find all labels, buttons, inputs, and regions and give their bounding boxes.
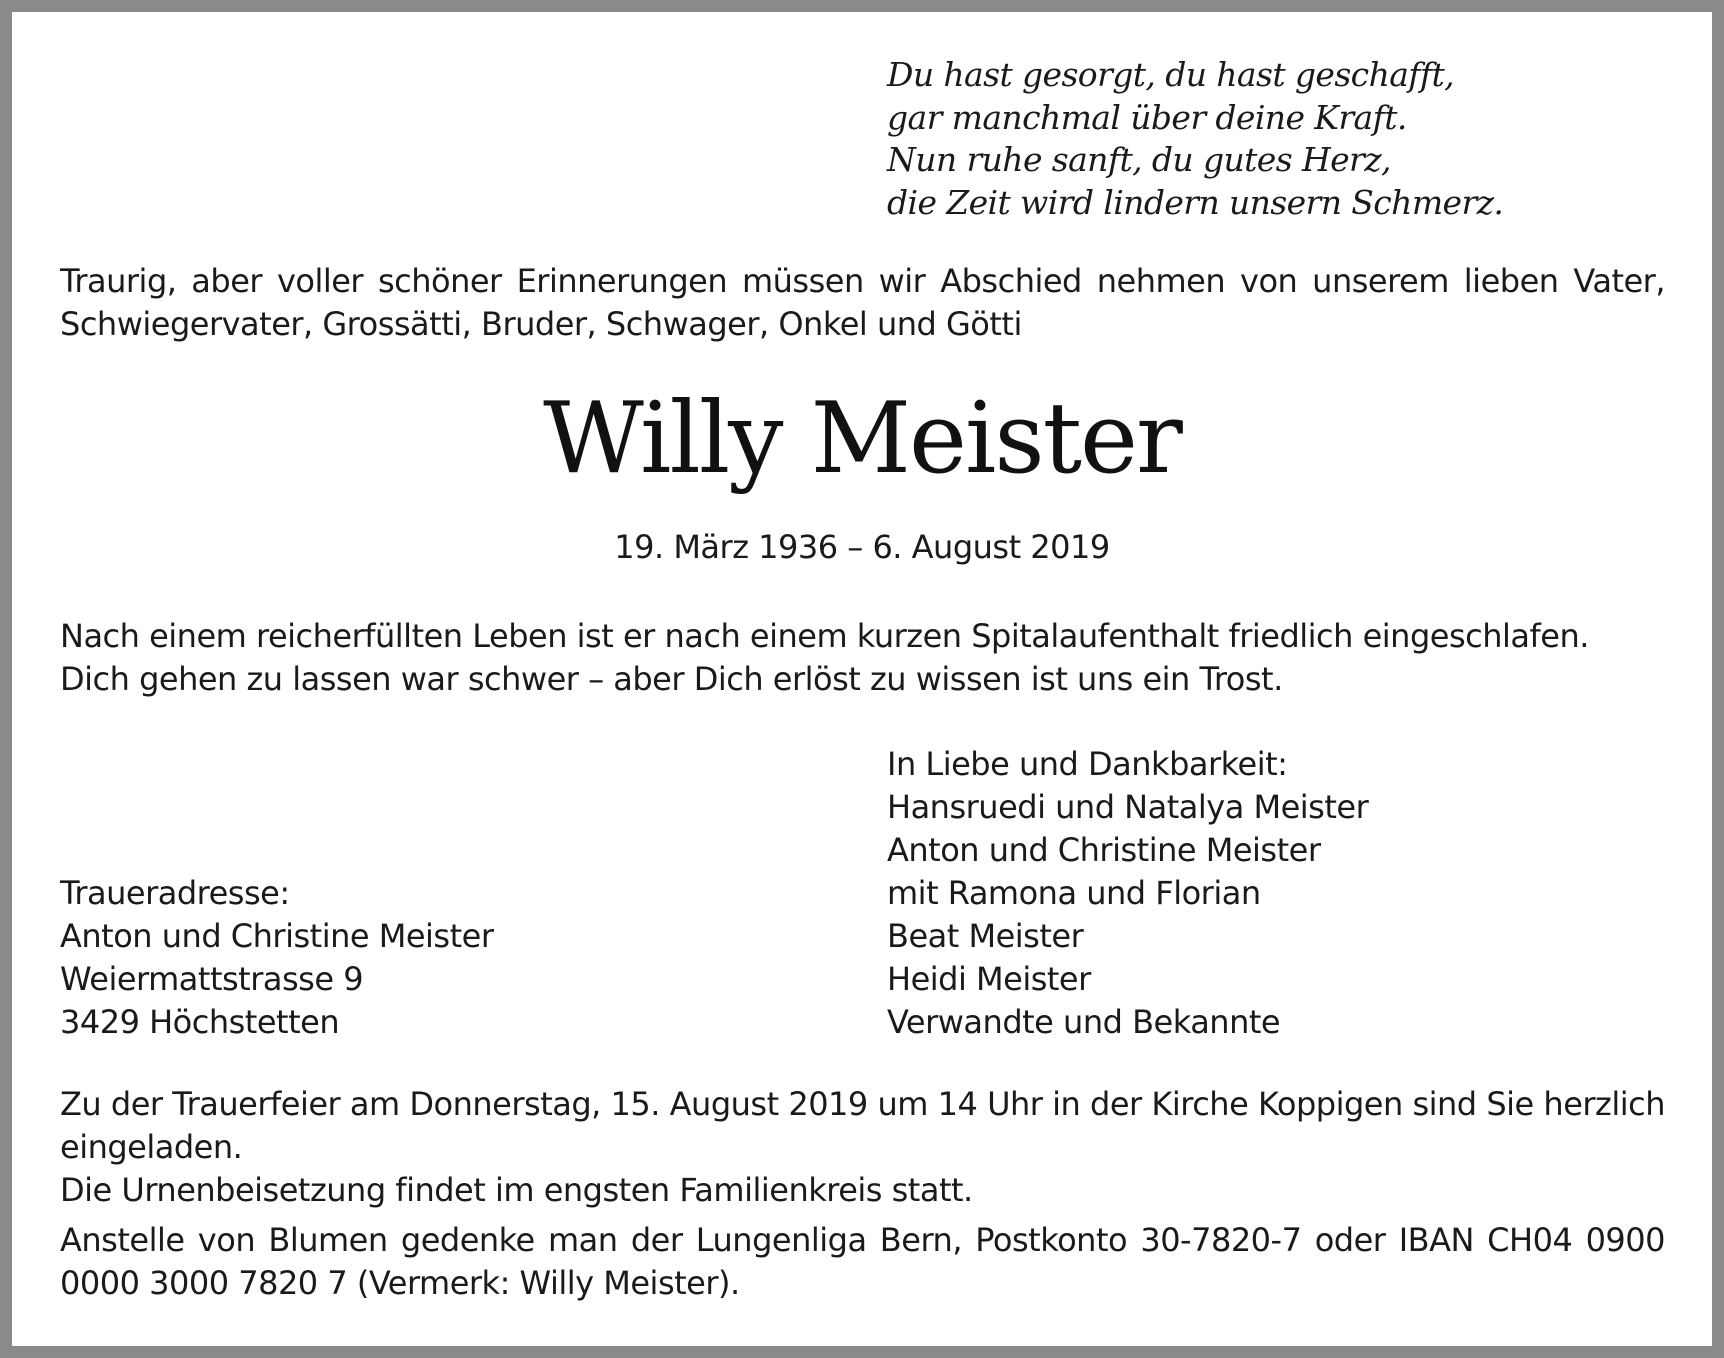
family-member: Verwandte und Bekannte	[887, 1003, 1281, 1041]
family-member: Anton und Christine Meister	[887, 831, 1321, 869]
ceremony-info	[60, 1083, 1665, 1212]
life-dates: 19. März 1936 – 6. August 2019	[614, 528, 1110, 566]
deceased-name: Willy Meister	[543, 382, 1181, 496]
family-member: Beat Meister	[887, 917, 1084, 955]
family-list	[887, 743, 1368, 1044]
address-line: Weiermattstrasse 9	[60, 960, 364, 998]
life-line: Nach einem reicherfüllten Leben ist er nach einem kurzen Spitalaufenthalt friedlich eingeschlafen.	[60, 617, 1589, 655]
address-line: 3429 Höchstetten	[60, 1003, 340, 1041]
obituary-notice	[12, 12, 1712, 1346]
poem-line: Du hast gesorgt, du hast geschafft,	[887, 55, 1455, 94]
poem-line: gar manchmal über deine Kraft.	[887, 97, 1407, 137]
life-text	[60, 615, 1665, 701]
family-member: Heidi Meister	[887, 960, 1091, 998]
mourning-address	[60, 872, 493, 1044]
family-heading: In Liebe und Dankbarkeit:	[887, 745, 1288, 783]
ceremony-invitation: Zu der Trauerfeier am Donnerstag, 15. August 2019 um 14 Uhr in der Kirche Koppigen sind Sie herzlich eingeladen.	[60, 1085, 1665, 1166]
family-member: Hansruedi und Natalya Meister	[887, 788, 1369, 826]
life-line: Dich gehen zu lassen war schwer – aber Dich erlöst zu wissen ist uns ein Trost.	[60, 660, 1283, 698]
poem-line: Nun ruhe sanft, du gutes Herz,	[887, 140, 1391, 179]
memorial-poem	[887, 54, 1503, 224]
donation-note: Anstelle von Blumen gedenke man der Lungenliga Bern, Postkonto 30-7820-7 oder IBAN CH04 0900 0000 3000 7820 7 (Vermerk: Willy Meister).	[60, 1221, 1665, 1302]
intro-paragraph: Traurig, aber voller schöner Erinnerungen müssen wir Abschied nehmen von unserem lieben Vater, Schwiegervater, Grossätti, Bruder, Schwager, Onkel und Götti	[60, 262, 1665, 343]
address-line: Anton und Christine Meister	[60, 917, 494, 955]
address-heading: Traueradresse:	[60, 874, 290, 912]
poem-line: die Zeit wird lindern unsern Schmerz.	[887, 182, 1504, 222]
burial-note: Die Urnenbeisetzung findet im engsten Familienkreis statt.	[60, 1171, 973, 1209]
family-member: mit Ramona und Florian	[887, 874, 1261, 912]
